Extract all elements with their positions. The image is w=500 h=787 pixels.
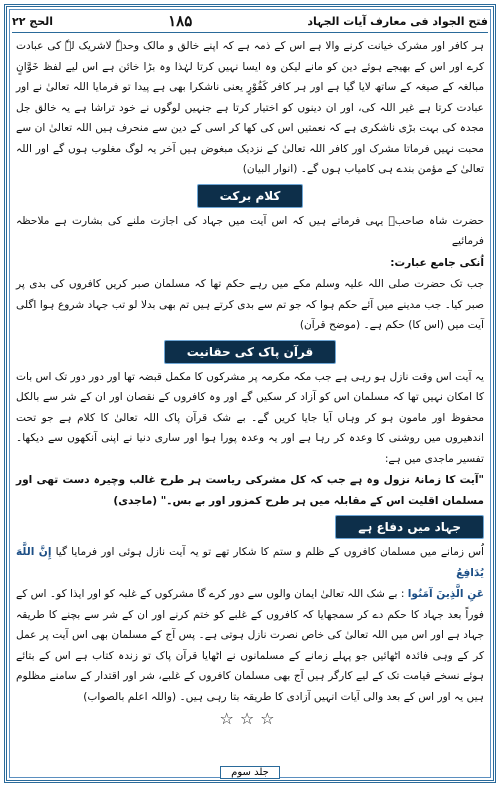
star-divider: ☆☆☆ xyxy=(219,709,281,728)
page-body xyxy=(16,36,484,730)
paragraph-7 xyxy=(16,542,484,583)
section-heading-haqqaniyat: قرآن پاک کی حقانیت xyxy=(164,340,337,364)
surah-label: الحج ۲۲ xyxy=(12,14,54,28)
page-number: ۱۸۵ xyxy=(168,12,193,30)
section-heading-kalam-barkat: کلام برکت xyxy=(197,184,304,208)
header-divider xyxy=(12,32,488,33)
book-title: فتح الجواد فی معارف آیات الجہاد xyxy=(307,14,488,28)
heading-row-2 xyxy=(16,340,484,364)
paragraph-7-text: اُس زمانے میں مسلمان کافروں کے ظلم و ستم کا شکار تھے تو یہ آیت نازل ہوئی اور فرمایا گیا xyxy=(55,546,484,558)
arabic-verse-2: عَنِ الَّذِينَ آمَنُوا xyxy=(407,588,484,600)
volume-label: جلد سوم xyxy=(220,766,280,779)
page-header xyxy=(12,10,488,32)
heading-row-3 xyxy=(16,515,484,539)
arabic-verse-1: إِنَّ اللَّهَ يُدَافِعُ xyxy=(16,546,484,579)
paragraph-8-text: : بے شک اللہ تعالیٰ ایمان والوں سے دور کرے گا مشرکوں کے غلبہ کو اور ایذا کو۔ اس کے فوراً بعد جہاد کا حکم دے کر سمجھایا کہ کافروں کے غلبے کو ختم کرنے اور ان کے شر سے بچنے کا طریقہ جہاد ہے اور اس میں اللہ تعالیٰ کی خاص نصرت نازل ہوتی ہے۔ پس آج کے مسلمان بھی اس آیت پر عمل کر کے وہی فائدہ اٹھائیں جو پہلے زمانے کے مسلمانوں نے اٹھایا قرآن پاک تو زندہ کتاب ہے اس کے بتائے ہوئے نسخے قیامت تک کے لیے کارگر ہیں آج بھی مسلمان کافروں کے غلبے، شر اور اقتدار کے سامنے مظلوم ہیں یہ اور اس کے بعد والی آیات انہیں آزادی کا طریقہ بتا رہی ہیں۔ (واللہ اعلم بالصواب) xyxy=(16,588,484,703)
paragraph-5: یہ آیت اس وقت نازل ہو رہی ہے جب مکہ مکرمہ پر مشرکوں کا مکمل قبضہ تھا اور دور دور تک اس بات کا امکان نہیں تھا کہ مسلمان اس کو آزاد کر سکیں گے اور وہ کافروں کے نقصان اور ان کے شر سے بالکل محفوظ اور مامون ہو کر وہاں آیا جایا کریں گے۔ بے شک قرآن پاک اللہ تعالیٰ کا کلام ہے جو تحت اندھیروں میں روشنی کا وعدہ کر رہا ہے اور یہ وعدہ پورا ہوا اور ساری دنیا نے اپنی آنکھوں سے دیکھا۔ تفسیر ماجدی میں ہے: xyxy=(16,370,484,465)
paragraph-6-quote: "آیت کا زمانۂ نزول وہ ہے جب کہ کل مشرکی ریاست ہر طرح غالب وچیرہ دست تھی اور مسلمان اقلیت اس کے مقابلہ میں ہر طرح کمزور اور بے بس۔" (ماجدی) xyxy=(16,474,484,507)
paragraph-4: جب تک حضرت صلی اللہ علیہ وسلم مکے میں رہے حکم تھا کہ مسلمان صبر کریں کافروں کی بدی پر صبر کیا۔ جب مدینے میں آئے حکم ہوا کہ جو تم سے بدی کرتے ہیں تم بھی بدلا لو تب جہاد شروع ہوا اگلی آیت میں (اس کا) حکم ہے۔ (موضح قرآن) xyxy=(16,278,484,331)
heading-row-1 xyxy=(16,184,484,208)
paragraph-2: حضرت شاہ صاحبؒ یہی فرماتے ہیں کہ اس آیت میں جہاد کی اجازت ملنے کی بشارت ہے ملاحظہ فرمائیے xyxy=(16,214,484,247)
page-footer xyxy=(0,766,500,779)
paragraph-3: اُنکی جامع عبارت: xyxy=(390,256,484,269)
paragraph-1: ہر کافر اور مشرک خیانت کرنے والا ہے اس کے ذمہ ہے کہ اپنے خالق و مالک وحدہٗ لاشریک لہٗ کی عبادت کرے اور اس کے بھیجے ہوئے دین کو مانے لیکن وہ ایسا نہیں کرتا لہٰذا وہ بڑا خائن ہے اس لیے لفظ خَوَّانٍ مبالغہ کے صیغہ کے ساتھ لایا گیا ہے اور ہر کافر كَفُوْرٍ یعنی ناشکرا بھی ہے پیدا تو فرمایا اللہ تعالیٰ نے اور عبادت کرتا ہے غیر اللہ کی، اور ان دینوں کو اختیار کرتا ہے جنہیں لوگوں نے خود تراشا ہے یہ خالق جل مجدہ کی بہت بڑی ناشکری ہے کہ نعمتیں اس کی کھا کر اسی کے دین سے منحرف ہیں اللہ تعالیٰ ان سے محبت نہیں فرماتا مشرک اور کافر اللہ تعالیٰ کے نزدیک مبغوض ہیں آخر یہ لوگ مغلوب ہوں گے اور اللہ تعالیٰ کے مؤمن بندے ہی کامیاب ہوں گے۔ (انوار البیان) xyxy=(16,40,484,175)
paragraph-8 xyxy=(16,584,484,707)
section-heading-jihad-difa: جہاد میں دفاع ہے xyxy=(335,515,484,539)
